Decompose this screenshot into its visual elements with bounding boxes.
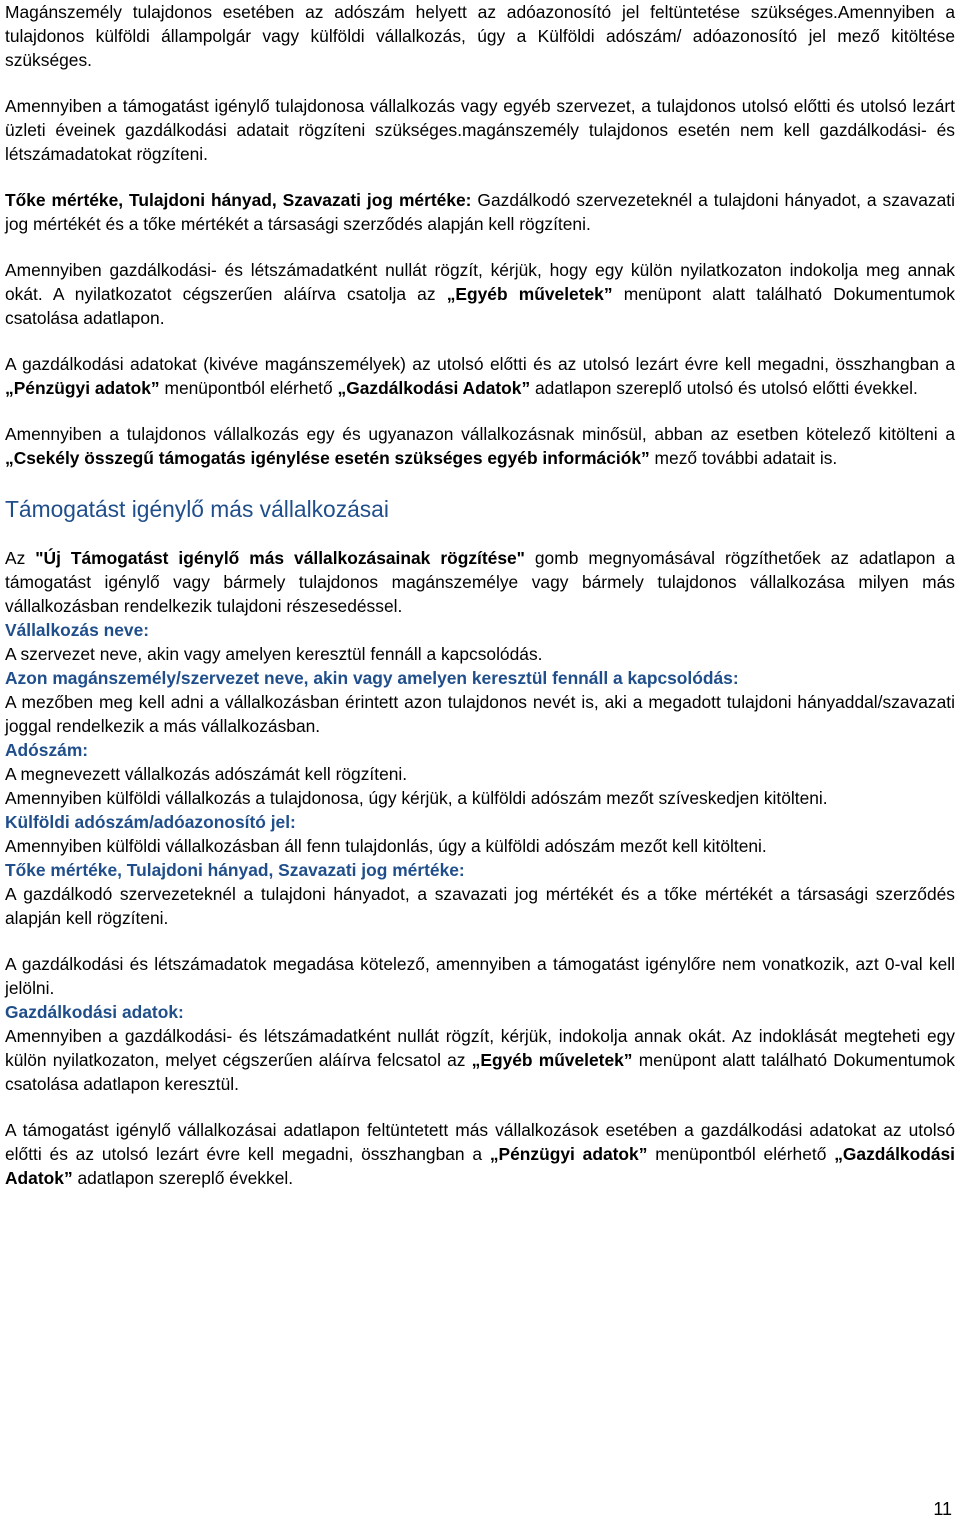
field-text-connection-person: A mezőben meg kell adni a vállalkozásban érintett azon tulajdonos nevét is, aki a megadott tulajdoni hányaddal/szavazati joggal rendelkezik a más vállalkozásban.: [5, 692, 955, 736]
field-text-foreign-tax-id: Amennyiben külföldi vállalkozásban áll fenn tulajdonlás, úgy a külföldi adószám mezőt kell kitölteni.: [5, 836, 767, 856]
field-text-tax-number-1: A megnevezett vállalkozás adószámát kell rögzíteni.: [5, 764, 408, 784]
field-label-enterprise-name: Vállalkozás neve:: [5, 620, 150, 640]
text-capital-share: Gazdálkodó szervezeteknél a tulajdoni hányadot, a szavazati jog mértékét és a tőke mértékét a társasági szerződés alapján kell rögzíteni.: [5, 190, 955, 234]
bold-financial-data-2: „Pénzügyi adatok”: [489, 1144, 648, 1164]
field-text-economic-data: [5, 1024, 955, 1096]
text-zero-data-2: menüpont alatt található Dokumentumok csatolása adatlapon.: [5, 284, 955, 328]
bold-new-enterprise-button-label: "Új Támogatást igénylő más vállalkozásainak rögzítése": [35, 548, 525, 568]
field-text-capital-share: A gazdálkodó szervezeteknél a tulajdoni hányadot, a szavazati jog mértékét és a tőke mértékét a társasági szerződés alapján kell rögzíteni.: [5, 884, 955, 928]
text-new-enterprise-1: Az: [5, 548, 36, 568]
text-econ-years-3: adatlapon szereplő utolsó és utolsó előtti évekkel.: [530, 378, 918, 398]
paragraph-other-enterprises-data: [5, 1118, 955, 1190]
text-other-enterprises-1: A támogatást igénylő vállalkozásai adatlapon feltüntetett más vállalkozások esetében a gazdálkodási adatokat az utolsó előtti és az utolsó lezárt évre kell megadni, összhangban a: [5, 1120, 955, 1164]
text-econ-years-1: A gazdálkodási adatokat (kivéve magánszemélyek) az utolsó előtti és az utolsó lezárt évre kell megadni, összhangban a: [5, 354, 955, 374]
section-title: Támogatást igénylő más vállalkozásai: [5, 496, 389, 522]
text-economic-data-2: menüpont alatt található Dokumentumok csatolása adatlapon keresztül.: [5, 1050, 955, 1094]
field-label-connection-person: Azon magánszemély/szervezet neve, akin vagy amelyen keresztül fennáll a kapcsolódás:: [5, 668, 739, 688]
bold-economic-data: „Gazdálkodási Adatok”: [337, 378, 531, 398]
bold-other-operations: „Egyéb műveletek”: [446, 284, 613, 304]
paragraph-owner-economic-data: Amennyiben a támogatást igénylő tulajdonosa vállalkozás vagy egyéb szervezet, a tulajdonos utolsó előtti és utolsó lezárt üzleti éveinek gazdálkodási adatait rögzíteni szükséges.magánszemély tulajdonos esetén nem kell gazdálkodási- és létszámadatokat rögzíteni.: [5, 96, 955, 164]
field-text-enterprise-name: A szervezet neve, akin vagy amelyen keresztül fennáll a kapcsolódás.: [5, 644, 543, 664]
bold-other-operations-2: „Egyéb műveletek”: [471, 1050, 633, 1070]
field-label-foreign-tax-id: Külföldi adószám/adóazonosító jel:: [5, 812, 296, 832]
bold-de-minimis-info: „Csekély összegű támogatás igénylése esetén szükséges egyéb információk”: [5, 448, 650, 468]
text-other-enterprises-3: adatlapon szereplő évekkel.: [72, 1168, 294, 1188]
field-text-tax-number-2: Amennyiben külföldi vállalkozás a tulajdonosa, úgy kérjük, a külföldi adószám mezőt szíveskedjen kitölteni.: [5, 788, 828, 808]
paragraph-owner-tax-id: Magánszemély tulajdonos esetében az adószám helyett az adóazonosító jel feltüntetése szükséges.Amennyiben a tulajdonos külföldi állampolgár vagy külföldi vállalkozás, úgy a Külföldi adószám/ adóazonosító jel mező kitöltése szükséges.: [5, 2, 955, 70]
paragraph-economic-data-years: [5, 352, 955, 400]
text-econ-years-2: menüpontból elérhető: [159, 378, 338, 398]
text-economic-data-1: Amennyiben a gazdálkodási- és létszámadatként nullát rögzít, kérjük, indokolja annak okát. Az indoklását megteheti egy külön nyilatkozaton, melyet cégszerűen aláírva felcsatol az: [5, 1026, 955, 1070]
paragraph-mandatory-data: A gazdálkodási és létszámadatok megadása kötelező, amennyiben a támogatást igénylőre nem vonatkozik, azt 0-val kell jelölni.: [5, 954, 955, 998]
paragraph-single-enterprise: [5, 422, 955, 470]
paragraph-capital-share: [5, 188, 955, 236]
field-label-capital-share: Tőke mértéke, Tulajdoni hányad, Szavazati jog mértéke:: [5, 860, 465, 880]
paragraph-new-enterprise-button: [5, 546, 955, 618]
text-other-enterprises-2: menüpontból elérhető: [647, 1144, 835, 1164]
document-page: [5, 0, 955, 1190]
paragraph-zero-data: [5, 258, 955, 330]
bold-financial-data: „Pénzügyi adatok”: [5, 378, 160, 398]
field-label-economic-data: Gazdálkodási adatok:: [5, 1002, 184, 1022]
text-zero-data-1: Amennyiben gazdálkodási- és létszámadatként nullát rögzít, kérjük, hogy egy külön nyilatkozaton indokolja meg annak okát. A nyilatkozatot cégszerűen aláírva csatolja az: [5, 260, 955, 304]
text-single-enterprise-1: Amennyiben a tulajdonos vállalkozás egy és ugyanazon vállalkozásnak minősül, abban az esetben kötelező kitölteni a: [5, 424, 955, 444]
field-label-tax-number: Adószám:: [5, 740, 89, 760]
text-single-enterprise-2: mező további adatait is.: [649, 448, 838, 468]
bold-capital-share-label: Tőke mértéke, Tulajdoni hányad, Szavazati jog mértéke:: [5, 190, 472, 210]
bold-economic-data-2: „Gazdálkodási Adatok”: [5, 1144, 955, 1188]
page-number: 11: [933, 1499, 952, 1519]
text-new-enterprise-2: gomb megnyomásával rögzíthetőek az adatlapon a támogatást igénylő vagy bármely tulajdonos magánszemélye vagy bármely tulajdonos vállalkozása milyen más vállalkozásban rendelkezik tulajdoni részesedéssel.: [5, 548, 955, 616]
